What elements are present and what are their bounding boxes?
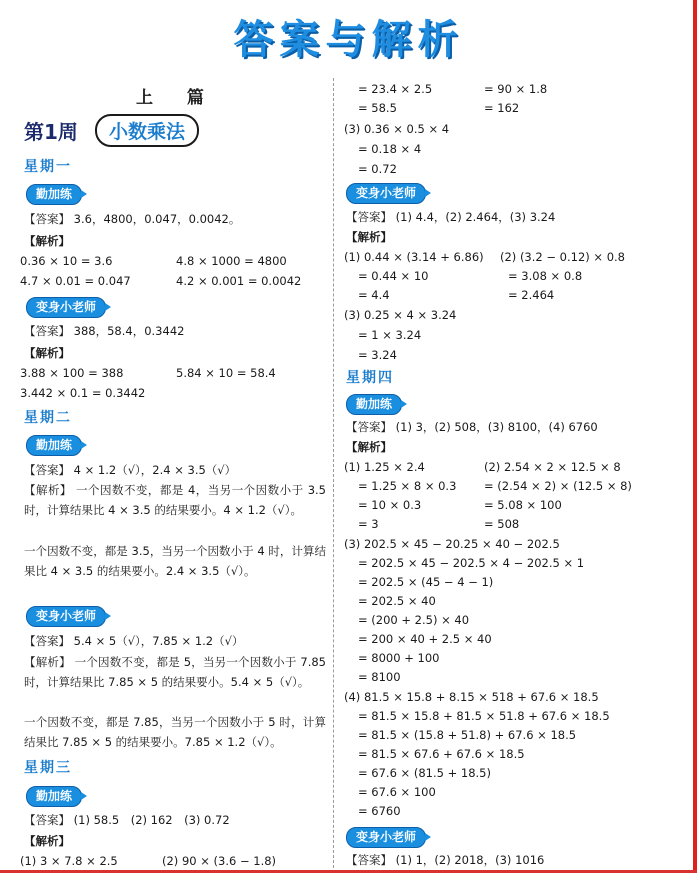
calc-line: = 8000 + 100: [358, 651, 440, 665]
day-heading-thursday: 星期四: [346, 370, 394, 386]
analysis-paragraph: 【解析】 一个因数不变，都是 4，当另一个因数小于 3.5 时，计算结果比 4 × 3.5 的结果要小。4 × 1.2（√）。: [24, 483, 326, 517]
calc-line: = 10 × 0.3: [358, 498, 422, 512]
calc-line: = 162: [484, 101, 520, 115]
calc-line: = (2.54 × 2) × (12.5 × 8): [484, 479, 632, 493]
calc-line: = 1 × 3.24: [358, 328, 422, 342]
calc-line: = 1.25 × 8 × 0.3: [358, 479, 457, 493]
answer-line: 【答案】 (1) 1，(2) 2018，(3) 1016: [346, 853, 545, 867]
calc-line: (1) 0.44 × (3.14 + 6.86): [344, 250, 484, 264]
calc-line: = 200 × 40 + 2.5 × 40: [358, 632, 492, 646]
answer-line: 【答案】 (1) 3，(2) 508，(3) 8100，(4) 6760: [346, 420, 598, 434]
calc-line: = 508: [484, 517, 520, 531]
calc-line: 3.442 × 0.1 = 0.3442: [20, 386, 146, 400]
calc-line: = 58.5: [358, 101, 397, 115]
calc-line: 4.8 × 1000 = 4800: [176, 254, 287, 268]
section-tag: 勤加练: [346, 394, 402, 415]
calc-line: = 67.6 × (81.5 + 18.5): [358, 766, 491, 780]
calc-line: (1) 1.25 × 2.4: [344, 460, 425, 474]
analysis-paragraph: 【解析】 一个因数不变，都是 5，当另一个因数小于 7.85 时，计算结果比 7.85 × 5 的结果要小。5.4 × 5（√）。: [24, 655, 326, 689]
answer-line: 【答案】 (1) 58.5 (2) 162 (3) 0.72: [24, 813, 230, 827]
calc-line: 4.7 × 0.01 = 0.047: [20, 274, 131, 288]
day-heading-tuesday: 星期二: [24, 410, 72, 426]
calc-line: = 202.5 × (45 − 4 − 1): [358, 575, 494, 589]
calc-line: (3) 0.36 × 0.5 × 4: [344, 122, 450, 136]
calc-line: (2) (3.2 − 0.12) × 0.8: [500, 250, 625, 264]
answer-line: 【答案】 4 × 1.2（√），2.4 × 3.5（√）: [24, 463, 237, 477]
section-tag: 勤加练: [26, 435, 82, 456]
calc-line: (1) 3 × 7.8 × 2.5: [20, 854, 118, 868]
calc-line: = 5.08 × 100: [484, 498, 562, 512]
calc-line: = 202.5 × 45 − 202.5 × 4 − 202.5 × 1: [358, 556, 585, 570]
analysis-paragraph: 一个因数不变，都是 7.85，当另一个因数小于 5 时，计算结果比 7.85 × 5 的结果要小。7.85 × 1.2（√）。: [24, 715, 326, 749]
calc-line: = 81.5 × (15.8 + 51.8) + 67.6 × 18.5: [358, 728, 577, 742]
calc-line: = 81.5 × 67.6 + 67.6 × 18.5: [358, 747, 525, 761]
calc-line: = 23.4 × 2.5: [358, 82, 433, 96]
week-heading: [24, 114, 199, 144]
calc-line: = 81.5 × 15.8 + 81.5 × 51.8 + 67.6 × 18.5: [358, 709, 610, 723]
analysis-paragraph: 一个因数不变，都是 3.5，当另一个因数小于 4 时，计算结果比 4 × 3.5 的结果要小。2.4 × 3.5（√）。: [24, 544, 326, 578]
day-heading-monday: 星期一: [24, 159, 72, 175]
calc-line: 5.84 × 10 = 58.4: [176, 366, 276, 380]
calc-line: = 67.6 × 100: [358, 785, 436, 799]
calc-line: = 3.24: [358, 348, 397, 362]
calc-line: (3) 202.5 × 45 − 20.25 × 40 − 202.5: [344, 537, 560, 551]
calc-line: = 202.5 × 40: [358, 594, 436, 608]
section-tag: 勤加练: [26, 184, 82, 205]
analysis-label: 【解析】: [346, 440, 392, 454]
calc-line: = (200 + 2.5) × 40: [358, 613, 470, 627]
calc-line: = 8100: [358, 670, 401, 684]
calc-line: 3.88 × 100 = 388: [20, 366, 124, 380]
answer-line: 【答案】 (1) 4.4，(2) 2.464，(3) 3.24: [346, 210, 556, 224]
calc-line: = 6760: [358, 804, 401, 818]
page-title: 答案与解析: [233, 17, 464, 63]
calc-line: = 3: [358, 517, 379, 531]
calc-line: = 0.18 × 4: [358, 142, 422, 156]
analysis-label: 【解析】: [24, 834, 70, 848]
column-divider: [333, 78, 334, 868]
calc-line: = 2.464: [508, 288, 555, 302]
section-tag: 变身小老师: [26, 606, 106, 627]
calc-line: = 3.08 × 0.8: [508, 269, 583, 283]
calc-line: = 0.72: [358, 162, 397, 176]
section-tag: 变身小老师: [26, 297, 106, 318]
page-edge-right: [693, 0, 697, 873]
analysis-label: 【解析】: [346, 230, 392, 244]
calc-line: = 0.44 × 10: [358, 269, 429, 283]
answer-line: 【答案】 5.4 × 5（√），7.85 × 1.2（√）: [24, 634, 244, 648]
section-tag: 勤加练: [26, 786, 82, 807]
answer-line: 【答案】 388，58.4，0.3442: [24, 324, 185, 338]
calc-line: (4) 81.5 × 15.8 + 8.15 × 518 + 67.6 × 18.5: [344, 690, 599, 704]
part-title: 上 篇: [136, 88, 218, 108]
calc-line: (2) 90 × (3.6 − 1.8): [162, 854, 277, 868]
calc-line: (3) 0.25 × 4 × 3.24: [344, 308, 457, 322]
calc-line: = 4.4: [358, 288, 390, 302]
calc-line: (2) 2.54 × 2 × 12.5 × 8: [484, 460, 621, 474]
section-tag: 变身小老师: [346, 827, 426, 848]
calc-line: = 90 × 1.8: [484, 82, 548, 96]
week-topic: 小数乘法: [95, 114, 199, 147]
answer-line: 【答案】 3.6，4800，0.047，0.0042。: [24, 212, 241, 226]
week-label: 第1周: [24, 120, 78, 144]
calc-line: 0.36 × 10 = 3.6: [20, 254, 113, 268]
analysis-label: 【解析】: [24, 346, 70, 360]
calc-line: 4.2 × 0.001 = 0.0042: [176, 274, 302, 288]
section-tag: 变身小老师: [346, 183, 426, 204]
analysis-label: 【解析】: [24, 234, 70, 248]
day-heading-wednesday: 星期三: [24, 760, 72, 776]
